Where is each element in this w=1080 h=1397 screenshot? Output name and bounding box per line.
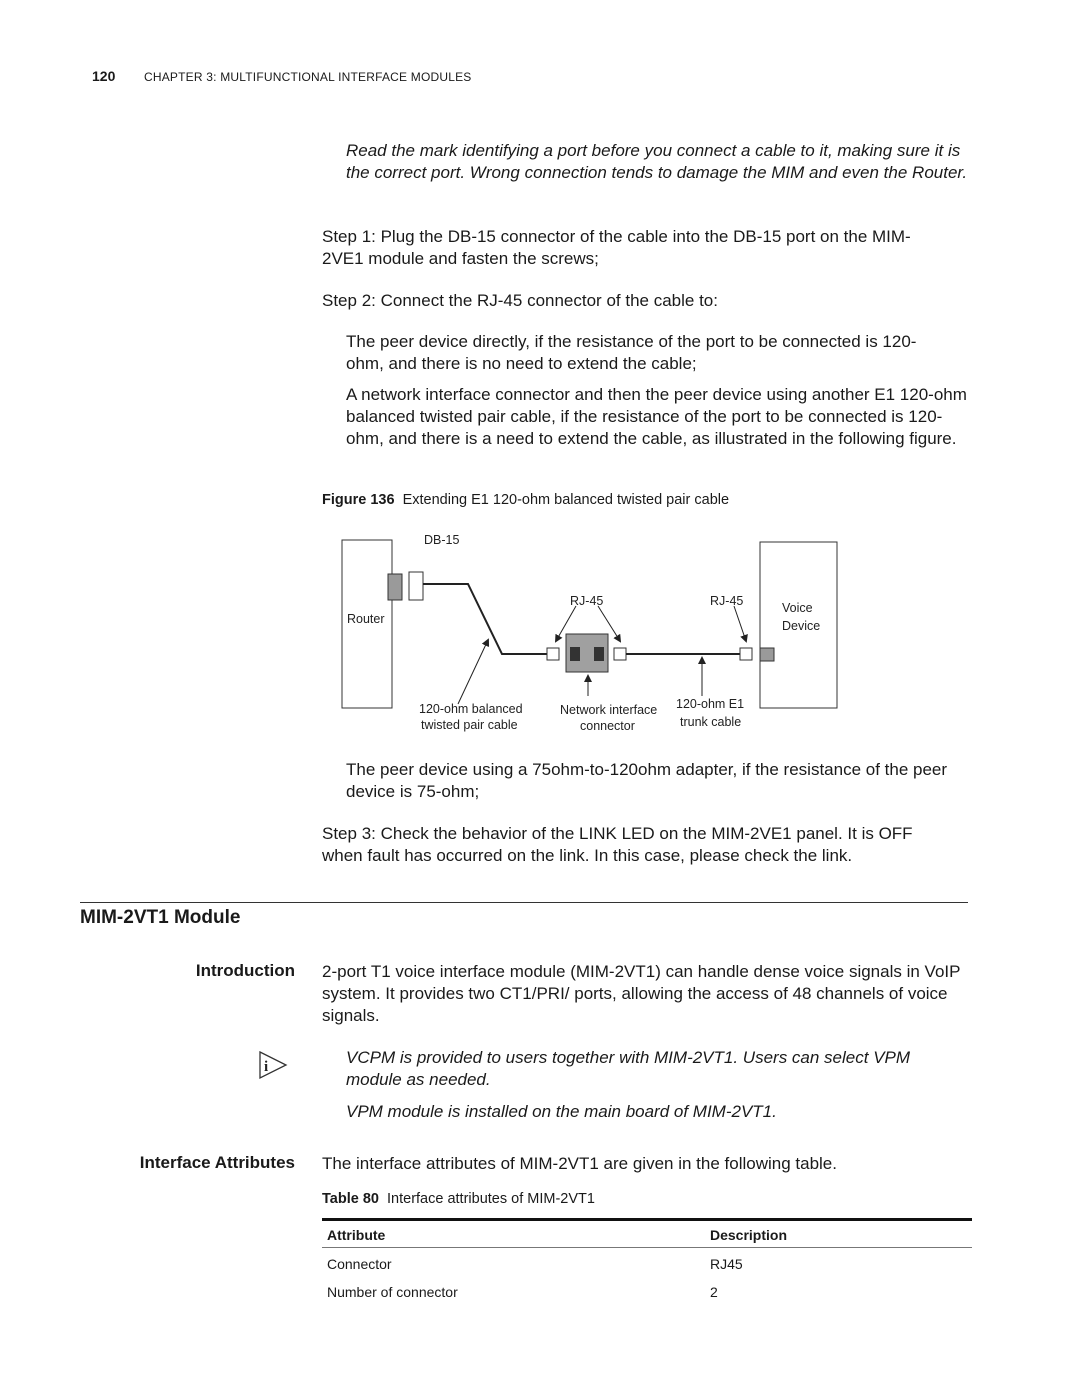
table-caption: [322, 1191, 595, 1207]
introduction-text: 2-port T1 voice interface module (MIM-2VT1) can handle dense voice signals in VoIP system. It provides two CT1/PRI/ ports, allowing the access of 48 channels of voice signals.: [322, 962, 961, 1025]
cable-extension-diagram: [330, 528, 850, 743]
section-title: MIM-2VT1 Module: [80, 907, 241, 928]
rj45-plug-right: [740, 648, 752, 660]
device-label: Device: [782, 619, 821, 633]
nic-port-right: [594, 647, 604, 661]
column-header-attribute: Attribute: [322, 1220, 705, 1248]
chapter-title: CHAPTER 3: MULTIFUNCTIONAL INTERFACE MODULES: [144, 70, 472, 84]
interface-attributes-table: [322, 1218, 972, 1304]
balanced-cable-label-2: twisted pair cable: [421, 718, 518, 732]
note-vcpm: VCPM is provided to users together with MIM-2VT1. Users can select VPM module as needed.: [346, 1048, 911, 1089]
nic-label-1: Network interface: [560, 703, 658, 717]
trunk-label-1: 120-ohm E1: [676, 697, 745, 711]
balanced-cable-label-1: 120-ohm balanced: [419, 702, 523, 716]
figure-caption-text: Extending E1 120-ohm balanced twisted pair cable: [402, 492, 730, 508]
nic-port-left: [570, 647, 580, 661]
caution-paragraph: Read the mark identifying a port before you connect a cable to it, making sure it is the correct port. Wrong connection tends to damage the MIM and even the Router.: [346, 141, 968, 182]
table-cell: Number of connector: [327, 1284, 458, 1300]
voice-device-port: [760, 648, 774, 661]
rj45-plug-left: [547, 648, 559, 660]
rj45-left-label: RJ-45: [570, 594, 604, 608]
svg-text:i: i: [264, 1059, 269, 1075]
column-header-description: Description: [705, 1220, 972, 1248]
step-3: Step 3: Check the behavior of the LINK LED on the MIM-2VE1 panel. It is OFF when fault has occurred on the link. In this case, please check the link.: [322, 824, 913, 865]
db15-plug: [409, 572, 423, 600]
db15-port: [388, 574, 402, 600]
option-network-connector: A network interface connector and then the peer device using another E1 120-ohm balanced twisted pair cable, if the resistance of the port to be connected is 120-ohm, and there is a need to extend the cable, as illustrated in the following figure.: [346, 385, 967, 448]
rj45-plug-nic-right: [614, 648, 626, 660]
table-caption-text: Interface attributes of MIM-2VT1: [387, 1191, 595, 1207]
introduction-heading: Introduction: [195, 961, 295, 980]
figure-label: Figure 136: [322, 492, 395, 508]
db15-label: DB-15: [424, 533, 460, 547]
table-cell: RJ45: [710, 1256, 743, 1272]
interface-attributes-text: The interface attributes of MIM-2VT1 are given in the following table.: [322, 1154, 837, 1173]
balanced-cable: [423, 584, 552, 654]
section-divider: [80, 902, 968, 903]
figure-caption: [322, 492, 729, 508]
option-direct: The peer device directly, if the resistance of the port to be connected is 120-ohm, and there is no need to extend the cable;: [346, 332, 917, 373]
interface-attributes-heading: Interface Attributes: [139, 1153, 295, 1172]
table-cell: Connector: [327, 1256, 392, 1272]
table-header-row: [322, 1220, 972, 1248]
step-2: Step 2: Connect the RJ-45 connector of the cable to:: [322, 291, 718, 310]
trunk-label-2: trunk cable: [680, 715, 742, 729]
rj45-right-label: RJ-45: [710, 594, 744, 608]
table-label: Table 80: [322, 1191, 379, 1207]
nic-label-2: connector: [580, 719, 635, 733]
table-cell: 2: [710, 1284, 718, 1300]
note-vpm: VPM module is installed on the main board of MIM-2VT1.: [346, 1102, 777, 1121]
info-note-icon: [258, 1050, 288, 1080]
option-adapter: The peer device using a 75ohm-to-120ohm adapter, if the resistance of the peer device is 75-ohm;: [346, 760, 948, 801]
page-number: 120: [92, 68, 116, 84]
voice-label: Voice: [782, 601, 813, 615]
table-row: [322, 1248, 972, 1277]
router-label: Router: [347, 612, 385, 626]
step-1: Step 1: Plug the DB-15 connector of the cable into the DB-15 port on the MIM-2VE1 module and fasten the screws;: [322, 227, 911, 268]
table-row: [322, 1276, 972, 1304]
